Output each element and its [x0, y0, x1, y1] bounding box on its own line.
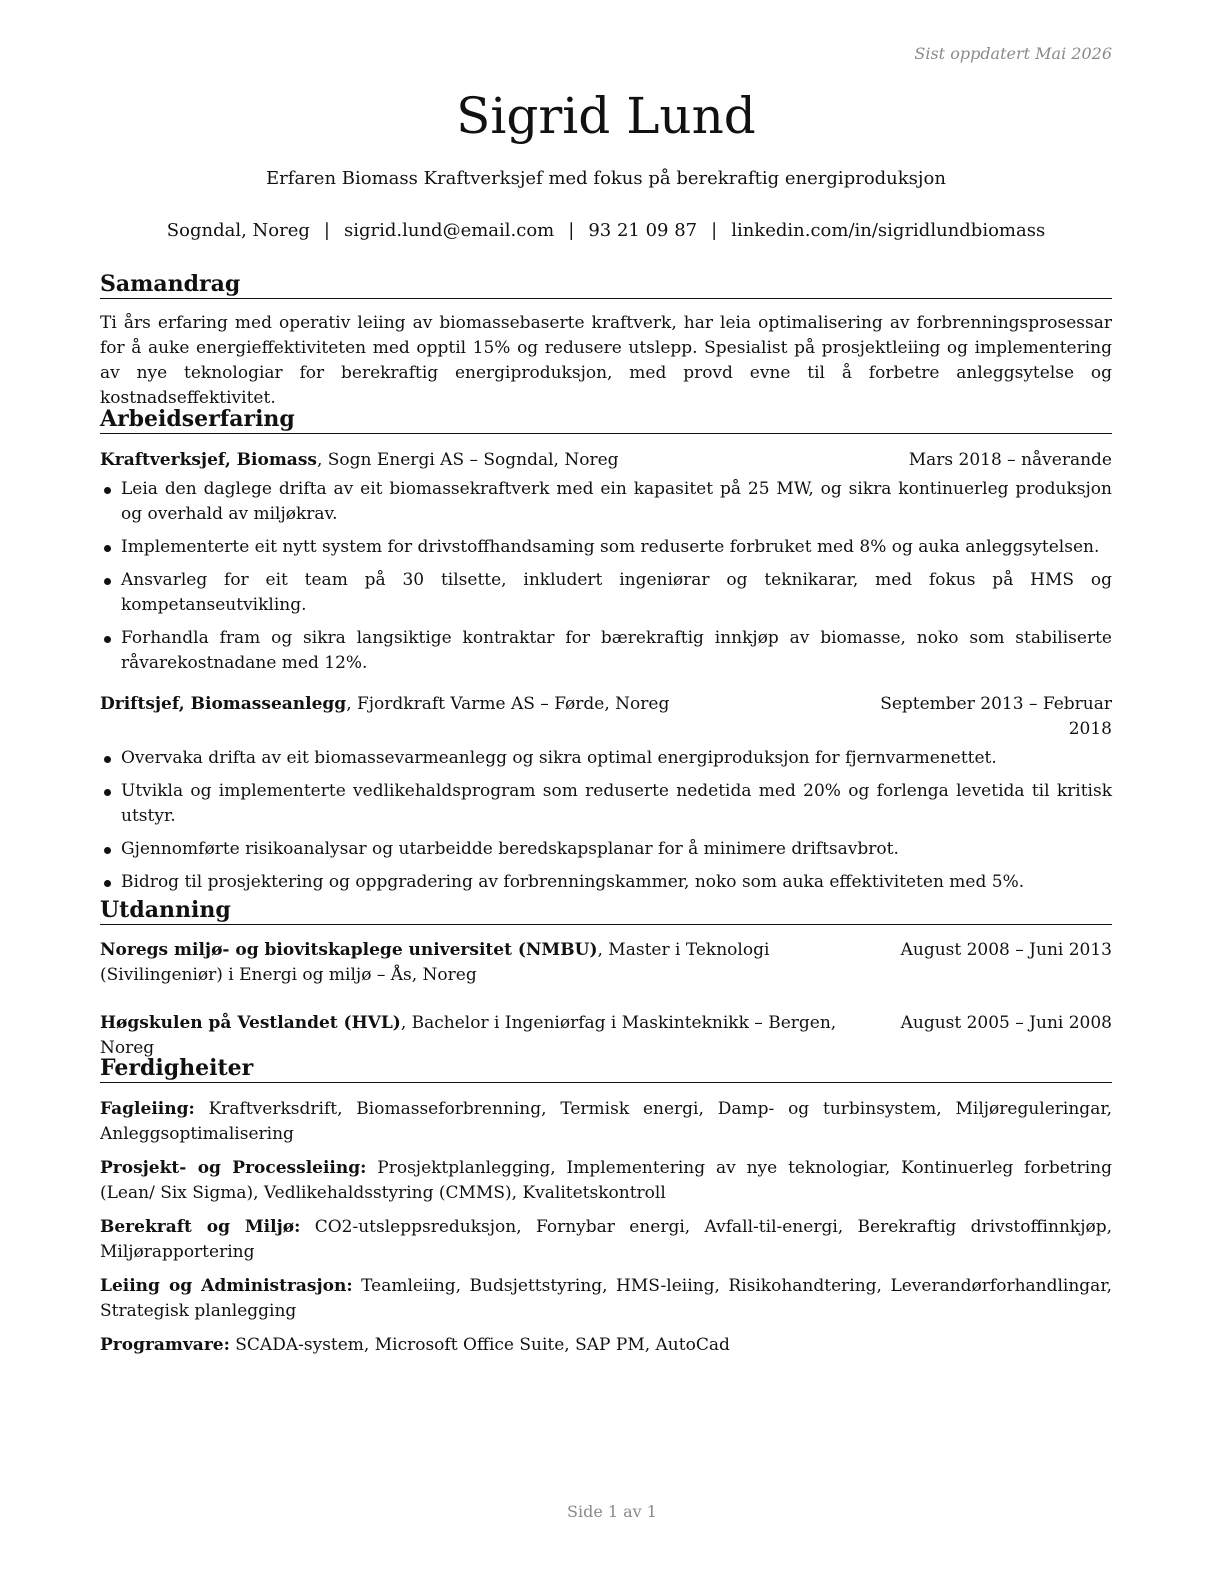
- list-item: Forhandla fram og sikra langsiktige kontraktar for bærekraftig innkjøp av biomasse, noko som stabiliserte råvarekostnadane med 12%.: [100, 626, 1112, 676]
- list-item: Bidrog til prosjektering og oppgradering av forbrenningskammer, noko som auka effektiviteten med 5%.: [100, 870, 1112, 895]
- list-item: Ansvarleg for eit team på 30 tilsette, inkludert ingeniørar og teknikarar, med fokus på HMS og kompetanseutvikling.: [100, 568, 1112, 618]
- skill-text: Kraftverksdrift, Biomasseforbrenning, Termisk energi, Damp- og turbinsystem, Miljøreguleringar, Anleggsoptimalisering: [100, 1099, 1112, 1144]
- summary-text: Ti års erfaring med operativ leiing av biomassebaserte kraftverk, har leia optimalisering av forbrenningsprosessar for å auke energieffektiviteten med opptil 15% og redusere utslepp. Spesialist på prosjektleiing og implementering av nye teknologiar for berekraftig energiproduksjon, med provd evne til å forbetre anleggsytelse og kostnadseffektivitet.: [100, 313, 1112, 408]
- job-header: [100, 448, 1112, 473]
- skill-group: [100, 1097, 1112, 1147]
- skill-text: Prosjektplanlegging, Implementering av nye teknologiar, Kontinuerleg forbetring (Lean/ Six Sigma), Vedlikehaldsstyring (CMMS), Kvalitetskontroll: [100, 1158, 1112, 1203]
- contact-phone[interactable]: 93 21 09 87: [588, 220, 698, 241]
- contact-linkedin[interactable]: linkedin.com/in/sigridlundbiomass: [731, 220, 1046, 241]
- last-updated: Sist oppdatert Mai 2026: [914, 44, 1112, 63]
- skills-heading: Ferdigheiter: [100, 1054, 1112, 1083]
- skill-label: Leiing og Administrasjon:: [100, 1276, 353, 1296]
- experience-heading: Arbeidserfaring: [100, 405, 1112, 434]
- job-org: , Fjordkraft Varme AS – Førde, Noreg: [346, 694, 670, 714]
- skill-text: SCADA-system, Microsoft Office Suite, SAP PM, AutoCad: [229, 1335, 730, 1355]
- job-dates: September 2013 – Februar 2018: [880, 694, 1112, 739]
- summary-section: [100, 270, 1112, 411]
- skill-group: [100, 1156, 1112, 1206]
- education-degree: , Bachelor i Ingeniørfag i Maskinteknikk – Bergen, Noreg: [100, 1013, 837, 1058]
- education-dates: August 2008 – Juni 2013: [900, 940, 1112, 960]
- skill-label: Fagleiing:: [100, 1099, 195, 1119]
- job-entry: [100, 692, 1112, 895]
- education-section: [100, 896, 1112, 1061]
- education-degree: , Master i Teknologi (Sivilingeniør) i Energi og miljø – Ås, Noreg: [100, 940, 770, 985]
- skill-text: CO2-utsleppsreduksjon, Fornybar energi, Avfall-til-energi, Berekraftig drivstoffinnkjøp, Miljørapportering: [100, 1217, 1112, 1262]
- tagline: Erfaren Biomass Kraftverksjef med fokus på berekraftig energiproduksjon: [266, 168, 946, 189]
- job-dates: Mars 2018 – nåverande: [908, 450, 1112, 470]
- candidate-name: Sigrid Lund: [456, 87, 756, 145]
- job-entry: [100, 448, 1112, 676]
- contact-separator: |: [323, 220, 330, 241]
- job-bullets: [100, 477, 1112, 676]
- page-number: Side 1 av 1: [567, 1502, 657, 1521]
- skill-group: [100, 1215, 1112, 1265]
- education-heading: Utdanning: [100, 896, 1112, 925]
- education-entry: [100, 938, 1112, 988]
- list-item: Leia den daglege drifta av eit biomassekraftverk med ein kapasitet på 25 MW, og sikra kontinuerleg produksjon og overhald av miljøkrav.: [100, 477, 1112, 527]
- list-item: Implementerte eit nytt system for drivstoffhandsaming som reduserte forbruket med 8% og auka anleggsytelsen.: [100, 535, 1112, 560]
- summary-heading: Samandrag: [100, 270, 1112, 299]
- job-org: , Sogn Energi AS – Sogndal, Noreg: [316, 450, 619, 470]
- contact-location: Sogndal, Noreg: [166, 220, 310, 241]
- list-item: Utvikla og implementerte vedlikehaldsprogram som reduserte nedetida med 20% og forlenga levetida til kritisk utstyr.: [100, 779, 1112, 829]
- skills-section: [100, 1054, 1112, 1367]
- list-item: Overvaka drifta av eit biomassevarmeanlegg og sikra optimal energiproduksjon for fjernvarmenettet.: [100, 746, 1112, 771]
- contact-separator: |: [711, 220, 718, 241]
- education-dates: August 2005 – Juni 2008: [900, 1013, 1112, 1033]
- contact-line: [100, 220, 1112, 241]
- skill-label: Programvare:: [100, 1335, 230, 1355]
- skill-group: [100, 1333, 1112, 1358]
- job-role: Driftsjef, Biomasseanlegg: [100, 694, 347, 714]
- experience-section: [100, 405, 1112, 903]
- skill-text: Teamleiing, Budsjettstyring, HMS-leiing, Risikohandtering, Leverandørforhandlingar, Strategisk planlegging: [100, 1276, 1112, 1321]
- education-school: Noregs miljø- og biovitskaplege universitet (NMBU): [100, 940, 598, 960]
- job-header: [100, 692, 1112, 742]
- skill-label: Prosjekt- og Processleiing:: [100, 1158, 367, 1178]
- job-role: Kraftverksjef, Biomass: [100, 450, 317, 470]
- contact-email[interactable]: sigrid.lund@email.com: [343, 220, 555, 241]
- job-bullets: [100, 746, 1112, 895]
- skill-group: [100, 1274, 1112, 1324]
- list-item: Gjennomførte risikoanalysar og utarbeidde beredskapsplanar for å minimere driftsavbrot.: [100, 837, 1112, 862]
- contact-separator: |: [568, 220, 575, 241]
- skill-label: Berekraft og Miljø:: [100, 1217, 301, 1237]
- education-school: Høgskulen på Vestlandet (HVL): [100, 1013, 401, 1033]
